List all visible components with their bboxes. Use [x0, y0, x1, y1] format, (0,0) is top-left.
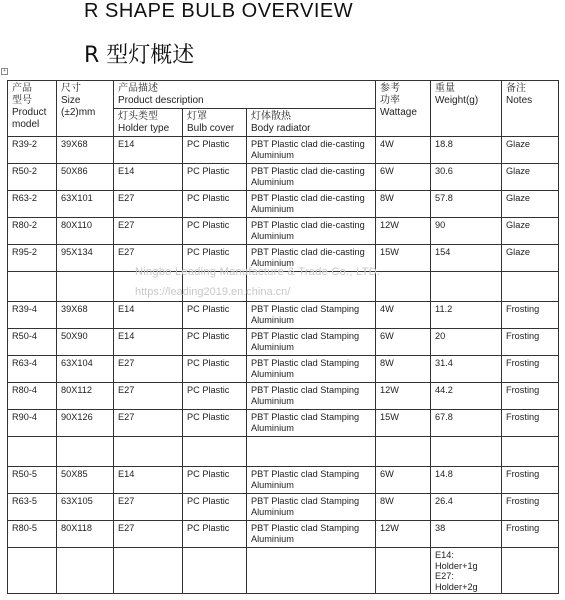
- cell-wattage: 8W: [376, 356, 431, 383]
- table-row: [8, 494, 559, 521]
- cell-holder: [114, 437, 183, 467]
- cell-model: R80-5: [8, 521, 57, 548]
- cell-radiator: PBT Plastic clad die-casting Aluminium: [247, 245, 376, 272]
- cell-size: 63X104: [57, 356, 114, 383]
- cell-wattage: [376, 272, 431, 302]
- cell-weight: 44.2: [431, 383, 502, 410]
- cell-weight: 57.8: [431, 191, 502, 218]
- cell-holder: E27: [114, 245, 183, 272]
- cell-notes: Frosting: [502, 383, 559, 410]
- cell-notes: Frosting: [502, 302, 559, 329]
- cell-wattage: 15W: [376, 245, 431, 272]
- cell-weight: 90: [431, 218, 502, 245]
- cell-holder: E14: [114, 467, 183, 494]
- table-row: [8, 521, 559, 548]
- cell-model: [8, 437, 57, 467]
- watermark-url: https://leading2019.en.china.cn/: [135, 286, 291, 298]
- cell-weight: [431, 437, 502, 467]
- cell-holder: E14: [114, 164, 183, 191]
- cell-wattage: 8W: [376, 191, 431, 218]
- cell-model: R63-5: [8, 494, 57, 521]
- cell-notes: Frosting: [502, 494, 559, 521]
- weight-footnote: E14: Holder+1g E27: Holder+2g: [431, 548, 502, 594]
- cell-cover: PC Plastic: [183, 245, 247, 272]
- table-row: [8, 383, 559, 410]
- title-english: R SHAPE BULB OVERVIEW: [84, 0, 354, 22]
- cell-holder: [114, 548, 183, 594]
- cell-wattage: 15W: [376, 410, 431, 437]
- cell-notes: [502, 437, 559, 467]
- header-description-en: Product description: [118, 95, 204, 106]
- cell-size: 50X86: [57, 164, 114, 191]
- watermark-company: Ningbo Leading Manufacture & Trade Co., LTD.: [135, 266, 381, 278]
- cell-cover: PC Plastic: [183, 137, 247, 164]
- table-row: [8, 467, 559, 494]
- header-size: 尺寸 Size (±2)mm: [57, 81, 114, 137]
- table-anchor-icon[interactable]: +: [1, 68, 8, 75]
- header-description-cn: 产品描述: [118, 83, 158, 94]
- header-model: 产品 型号 Product model: [8, 81, 57, 137]
- table-row: [8, 218, 559, 245]
- table-row-footnote: [8, 548, 559, 594]
- header-radiator: 灯体散热 Body radiator: [247, 109, 376, 137]
- cell-notes: Frosting: [502, 467, 559, 494]
- cell-radiator: PBT Plastic clad Stamping Aluminium: [247, 329, 376, 356]
- cell-cover: PC Plastic: [183, 329, 247, 356]
- cell-size: 90X126: [57, 410, 114, 437]
- cell-cover: PC Plastic: [183, 494, 247, 521]
- cell-notes: Glaze: [502, 245, 559, 272]
- table-row: [8, 191, 559, 218]
- header-holder: 灯头类型 Holder type: [114, 109, 183, 137]
- cell-radiator: PBT Plastic clad die-casting Aluminium: [247, 137, 376, 164]
- cell-holder: E27: [114, 356, 183, 383]
- cell-wattage: 12W: [376, 521, 431, 548]
- table-row: [8, 302, 559, 329]
- cell-size: 63X105: [57, 494, 114, 521]
- header-weight: 重量 Weight(g): [431, 81, 502, 137]
- cell-model: R80-4: [8, 383, 57, 410]
- cell-cover: PC Plastic: [183, 164, 247, 191]
- table-row: [8, 356, 559, 383]
- cell-model: R39-4: [8, 302, 57, 329]
- cell-holder: E27: [114, 218, 183, 245]
- cell-wattage: 4W: [376, 302, 431, 329]
- cell-weight: 38: [431, 521, 502, 548]
- header-wattage: 参考 功率 Wattage: [376, 81, 431, 137]
- cell-cover: PC Plastic: [183, 521, 247, 548]
- cell-notes: [502, 548, 559, 594]
- cell-notes: [502, 272, 559, 302]
- cell-cover: [183, 437, 247, 467]
- header-cover: 灯罩 Bulb cover: [183, 109, 247, 137]
- cell-model: [8, 548, 57, 594]
- header-notes: 备注 Notes: [502, 81, 559, 137]
- cell-model: R63-4: [8, 356, 57, 383]
- cell-weight: 18.8: [431, 137, 502, 164]
- cell-notes: Glaze: [502, 218, 559, 245]
- cell-weight: [431, 272, 502, 302]
- cell-model: R39-2: [8, 137, 57, 164]
- cell-cover: [183, 548, 247, 594]
- cell-cover: PC Plastic: [183, 383, 247, 410]
- cell-cover: PC Plastic: [183, 410, 247, 437]
- cell-size: 39X68: [57, 302, 114, 329]
- cell-size: 95X134: [57, 245, 114, 272]
- cell-model: R50-5: [8, 467, 57, 494]
- cell-holder: E27: [114, 383, 183, 410]
- cell-wattage: 12W: [376, 383, 431, 410]
- cell-model: [8, 272, 57, 302]
- cell-wattage: 6W: [376, 164, 431, 191]
- cell-cover: PC Plastic: [183, 467, 247, 494]
- table-row: [8, 410, 559, 437]
- cell-size: 50X85: [57, 467, 114, 494]
- cell-radiator: [247, 548, 376, 594]
- cell-holder: E14: [114, 329, 183, 356]
- cell-radiator: [247, 437, 376, 467]
- cell-size: [57, 272, 114, 302]
- cell-cover: PC Plastic: [183, 218, 247, 245]
- cell-size: [57, 548, 114, 594]
- cell-wattage: 6W: [376, 467, 431, 494]
- title-chinese: R 型灯概述: [84, 43, 195, 68]
- cell-size: [57, 437, 114, 467]
- cell-notes: Glaze: [502, 191, 559, 218]
- cell-cover: PC Plastic: [183, 191, 247, 218]
- cell-radiator: PBT Plastic clad die-casting Aluminium: [247, 164, 376, 191]
- cell-size: 80X118: [57, 521, 114, 548]
- cell-model: R80-2: [8, 218, 57, 245]
- cell-radiator: PBT Plastic clad die-casting Aluminium: [247, 191, 376, 218]
- cell-wattage: [376, 437, 431, 467]
- cell-holder: E27: [114, 494, 183, 521]
- cell-radiator: PBT Plastic clad die-casting Aluminium: [247, 218, 376, 245]
- cell-wattage: 8W: [376, 494, 431, 521]
- spec-table: [7, 80, 559, 594]
- cell-size: 63X101: [57, 191, 114, 218]
- cell-size: 80X112: [57, 383, 114, 410]
- cell-notes: Frosting: [502, 356, 559, 383]
- cell-weight: 31.4: [431, 356, 502, 383]
- cell-weight: 26.4: [431, 494, 502, 521]
- cell-model: R50-4: [8, 329, 57, 356]
- table-row: [8, 329, 559, 356]
- cell-holder: E14: [114, 137, 183, 164]
- cell-wattage: [376, 548, 431, 594]
- cell-radiator: PBT Plastic clad Stamping Aluminium: [247, 383, 376, 410]
- cell-weight: 154: [431, 245, 502, 272]
- cell-model: R50-2: [8, 164, 57, 191]
- cell-notes: Glaze: [502, 137, 559, 164]
- cell-radiator: PBT Plastic clad Stamping Aluminium: [247, 410, 376, 437]
- cell-notes: Frosting: [502, 521, 559, 548]
- cell-radiator: PBT Plastic clad Stamping Aluminium: [247, 521, 376, 548]
- cell-radiator: PBT Plastic clad Stamping Aluminium: [247, 356, 376, 383]
- cell-cover: PC Plastic: [183, 302, 247, 329]
- cell-notes: Glaze: [502, 164, 559, 191]
- cell-weight: 20: [431, 329, 502, 356]
- header-description: [114, 81, 376, 109]
- cell-weight: 14.8: [431, 467, 502, 494]
- table-row-blank: [8, 437, 559, 467]
- cell-weight: 11.2: [431, 302, 502, 329]
- cell-weight: 30.6: [431, 164, 502, 191]
- cell-wattage: 4W: [376, 137, 431, 164]
- cell-notes: Frosting: [502, 329, 559, 356]
- cell-size: 80X110: [57, 218, 114, 245]
- cell-size: 50X90: [57, 329, 114, 356]
- cell-holder: E14: [114, 302, 183, 329]
- cell-notes: Frosting: [502, 410, 559, 437]
- cell-wattage: 12W: [376, 218, 431, 245]
- cell-holder: E27: [114, 410, 183, 437]
- cell-model: R63-2: [8, 191, 57, 218]
- cell-radiator: PBT Plastic clad Stamping Aluminium: [247, 467, 376, 494]
- cell-holder: E27: [114, 521, 183, 548]
- table-row: [8, 137, 559, 164]
- cell-weight: 67.8: [431, 410, 502, 437]
- table-row: [8, 164, 559, 191]
- cell-holder: E27: [114, 191, 183, 218]
- cell-model: R90-4: [8, 410, 57, 437]
- cell-cover: PC Plastic: [183, 356, 247, 383]
- cell-size: 39X68: [57, 137, 114, 164]
- cell-wattage: 6W: [376, 329, 431, 356]
- cell-radiator: PBT Plastic clad Stamping Aluminium: [247, 494, 376, 521]
- cell-model: R95-2: [8, 245, 57, 272]
- cell-radiator: PBT Plastic clad Stamping Aluminium: [247, 302, 376, 329]
